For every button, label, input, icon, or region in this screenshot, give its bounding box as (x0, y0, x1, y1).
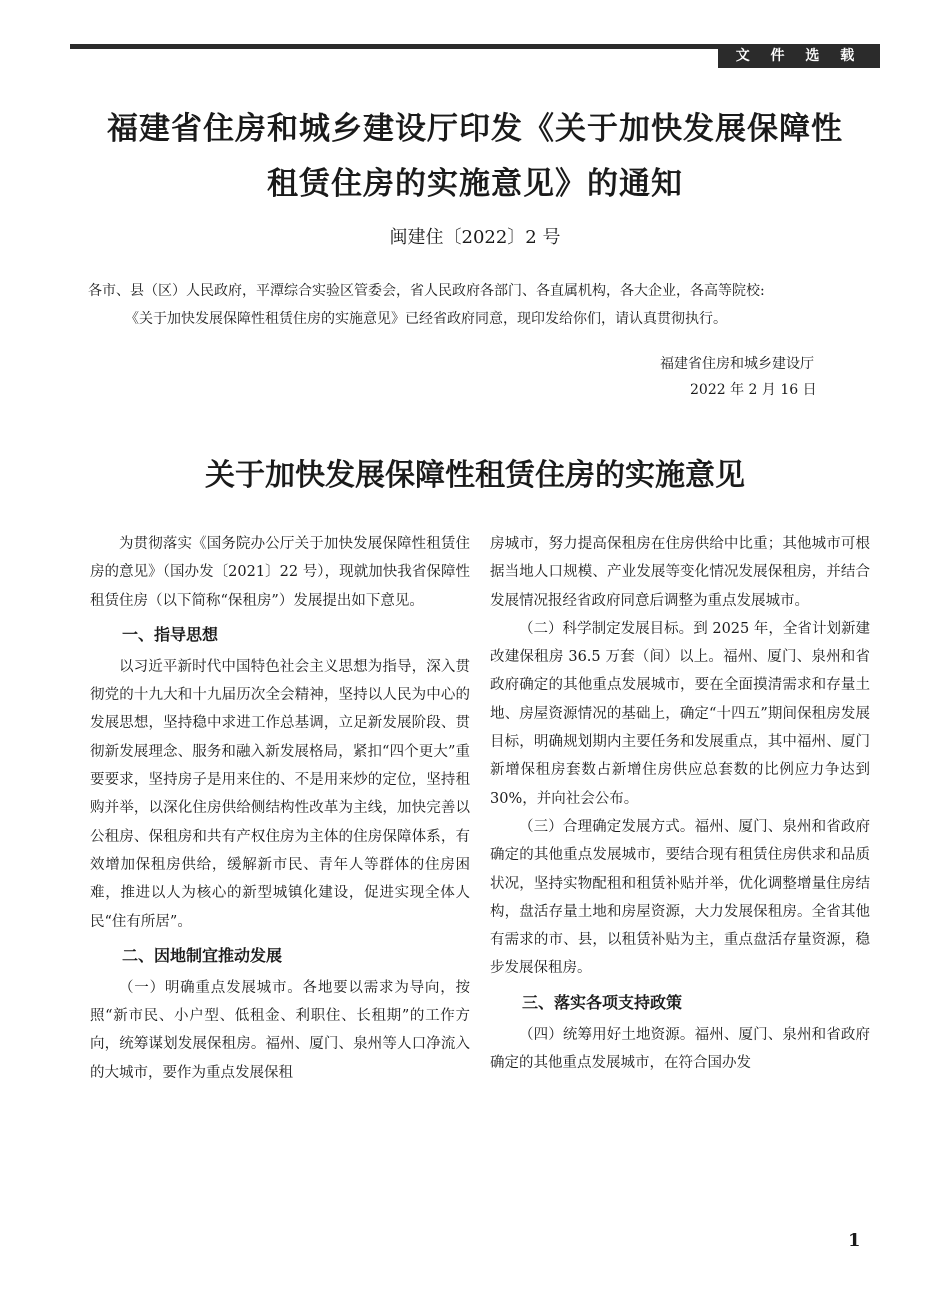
document-number: 闽建住〔2022〕2 号 (389, 227, 561, 248)
item-1-continued: 房城市，努力提高保租房在住房供给中比重；其他城市可根据当地人口规模、产业发展等变化情况发展保租房，并结合发展情况报经省政府同意后调整为重点发展城市。 (490, 536, 870, 609)
signature-date: 2022 年 2 月 16 日 (690, 382, 817, 398)
right-column (490, 530, 870, 1077)
intro-paragraph: 为贯彻落实《国务院办公厅关于加快发展保障性租赁住房的意见》（国办发〔2021〕22 号），现就加快我省保障性租赁住房（以下简称“保租房”）发展提出如下意见。 (90, 536, 470, 609)
notice-title-line-2: 租赁住房的实施意见》的通知 (267, 166, 683, 202)
section-heading-1: 一、指导思想 (122, 624, 219, 644)
notice-title-line-1: 福建省住房和城乡建设厅印发《关于加快发展保障性 (107, 111, 843, 147)
notice-body: 《关于加快发展保障性租赁住房的实施意见》已经省政府同意，现印发给你们，请认真贯彻执行。 (125, 311, 727, 327)
section-heading-2: 二、因地制宜推动发展 (122, 945, 283, 965)
left-column (90, 530, 470, 1087)
notice-recipients: 各市、县（区）人民政府，平潭综合实验区管委会，省人民政府各部门、各直属机构，各大企业，各高等院校: (88, 283, 765, 299)
section-1-paragraph: 以习近平新时代中国特色社会主义思想为指导，深入贯彻党的十九大和十九届历次全会精神，坚持以人民为中心的发展思想，坚持稳中求进工作总基调，立足新发展阶段、贯彻新发展理念、服务和融入新发展格局，紧扣“四个更大”重要要求，坚持房子是用来住的、不是用来炒的定位，坚持租购并举，以深化住房供给侧结构性改革为主线，加快完善以公租房、保租房和共有产权住房为主体的住房保障体系，有效增加保租房供给，缓解新市民、青年人等群体的住房困难，推进以人为核心的新型城镇化建设，促进实现全体人民“住有所居”。 (90, 658, 470, 930)
opinion-title: 关于加快发展保障性租赁住房的实施意见 (205, 458, 745, 493)
page-number: 1 (848, 1230, 861, 1251)
item-2-paragraph: （二）科学制定发展目标。到 2025 年，全省计划新建改建保租房 36.5 万套（间）以上。福州、厦门、泉州和省政府确定的其他重点发展城市，要在全面摸清需求和存量土地、房屋资源情况的基础上，确定“十四五”期间保租房发展目标，明确规划期内主要任务和发展重点，其中福州、厦门新增保租房套数占新增住房供应总套数的比例应力争达到 30%，并向社会公布。 (490, 620, 870, 807)
section-tag: 文 件 选 载 (718, 44, 880, 68)
signature-issuer: 福建省住房和城乡建设厅 (660, 356, 814, 372)
item-1-paragraph: （一）明确重点发展城市。各地要以需求为导向，按照“新市民、小户型、低租金、利职住、长租期”的工作方向，统筹谋划发展保租房。福州、厦门、泉州等人口净流入的大城市，要作为重点发展保租 (90, 979, 470, 1081)
item-4-paragraph: （四）统筹用好土地资源。福州、厦门、泉州和省政府确定的其他重点发展城市，在符合国办发 (490, 1026, 870, 1072)
item-3-paragraph: （三）合理确定发展方式。福州、厦门、泉州和省政府确定的其他重点发展城市，要结合现有租赁住房供求和品质状况，坚持实物配租和租赁补贴并举，优化调整增量住房结构，盘活存量土地和房屋资源，大力发展保租房。全省其他有需求的市、县，以租赁补贴为主，重点盘活存量资源，稳步发展保租房。 (490, 818, 870, 977)
notice-title (70, 102, 880, 212)
section-heading-3: 三、落实各项支持政策 (522, 992, 683, 1012)
